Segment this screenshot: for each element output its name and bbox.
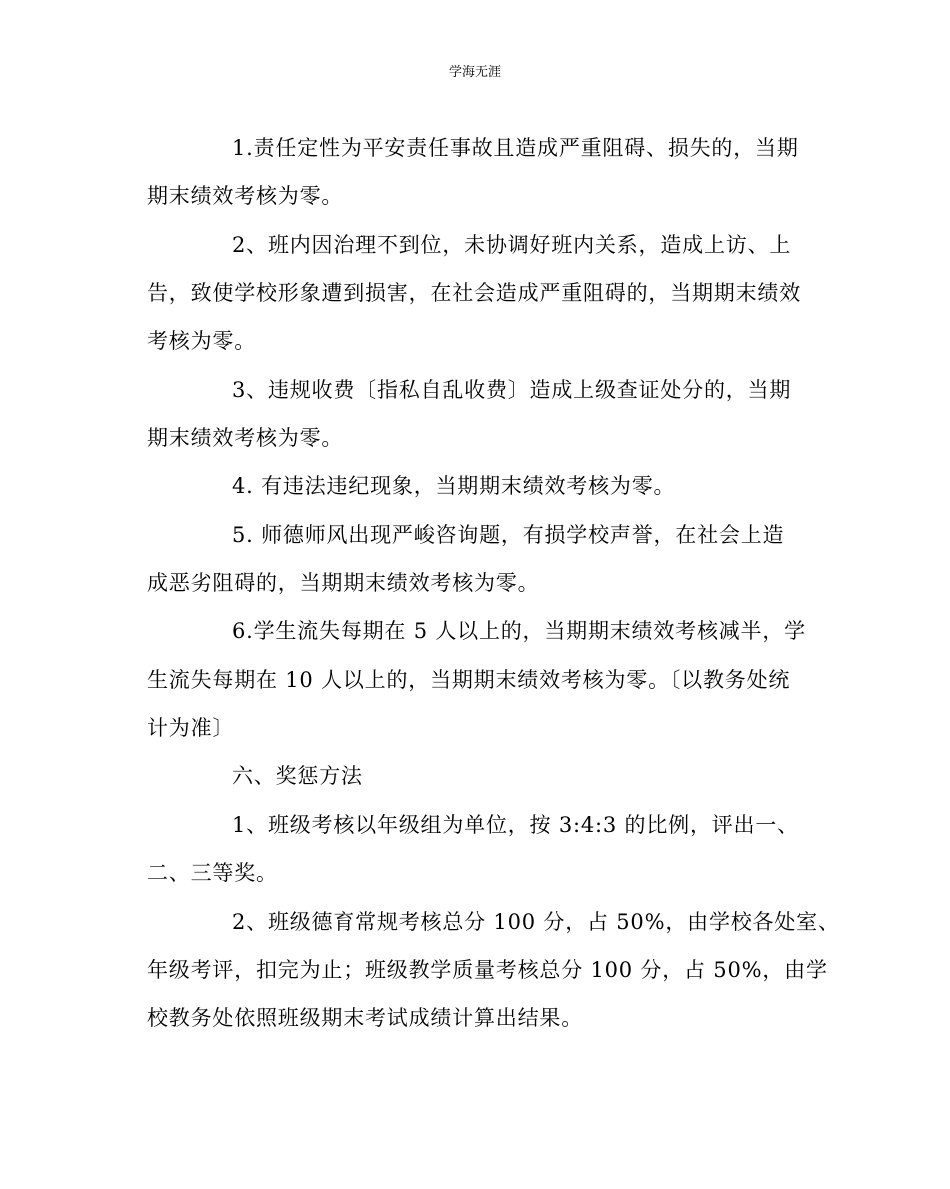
- paragraph-rule-6: [147, 607, 847, 752]
- text-line: 1.责任定性为平安责任事故且造成严重阻碍、损失的，当期: [232, 136, 799, 160]
- text-line: 告，致使学校形象遭到损害，在社会造成严重阻碍的，当期期末绩效: [147, 281, 801, 306]
- text-line: 计为准〕: [147, 716, 235, 741]
- paragraph-reward-1: [147, 801, 847, 898]
- text-line: 5. 师德师风出现严峻咨询题，有损学校声誉，在社会上造: [232, 522, 785, 547]
- text-line: 期末绩效考核为零。: [147, 184, 344, 209]
- paragraph-rule-1: [147, 124, 847, 221]
- text-line: 3、违规收费〔指私自乱收费〕造成上级查证处分的，当期: [232, 377, 792, 402]
- text-line: 二、三等奖。: [147, 861, 278, 886]
- document-body: [147, 124, 847, 1043]
- text-line: 2、班级德育常规考核总分 100 分，占 50%，由学校各处室、: [232, 909, 840, 934]
- text-line: 4. 有违法违纪现象，当期期末绩效考核为零。: [232, 474, 676, 499]
- text-line: 期末绩效考核为零。: [147, 426, 344, 451]
- paragraph-rule-3: [147, 366, 847, 463]
- header-title: 学海无涯: [448, 65, 501, 80]
- text-line: 生流失每期在 10 人以上的，当期期末绩效考核为零。〔以教务处统: [147, 667, 791, 692]
- text-line: 1、班级考核以年级组为单位，按 3:4:3 的比例，评出一、: [232, 812, 799, 837]
- text-line: 考核为零。: [147, 329, 256, 354]
- paragraph-reward-2: [147, 898, 847, 1043]
- text-line: 6.学生流失每期在 5 人以上的，当期期末绩效考核减半，学: [232, 619, 806, 644]
- section-heading-text: 六、奖惩方法: [232, 764, 363, 789]
- text-line: 年级考评，扣完为止；班级教学质量考核总分 100 分，占 50%，由学: [147, 957, 828, 982]
- page-header: [0, 64, 950, 82]
- paragraph-rule-4: [147, 462, 847, 510]
- section-heading: [147, 752, 847, 800]
- paragraph-rule-2: [147, 221, 847, 366]
- text-line: 成恶劣阻碍的，当期期末绩效考核为零。: [147, 571, 540, 596]
- paragraph-rule-5: [147, 511, 847, 608]
- text-line: 2、班内因治理不到位，未协调好班内关系，造成上访、上: [232, 232, 792, 257]
- text-line: 校教务处依照班级期末考试成绩计算出结果。: [147, 1006, 583, 1031]
